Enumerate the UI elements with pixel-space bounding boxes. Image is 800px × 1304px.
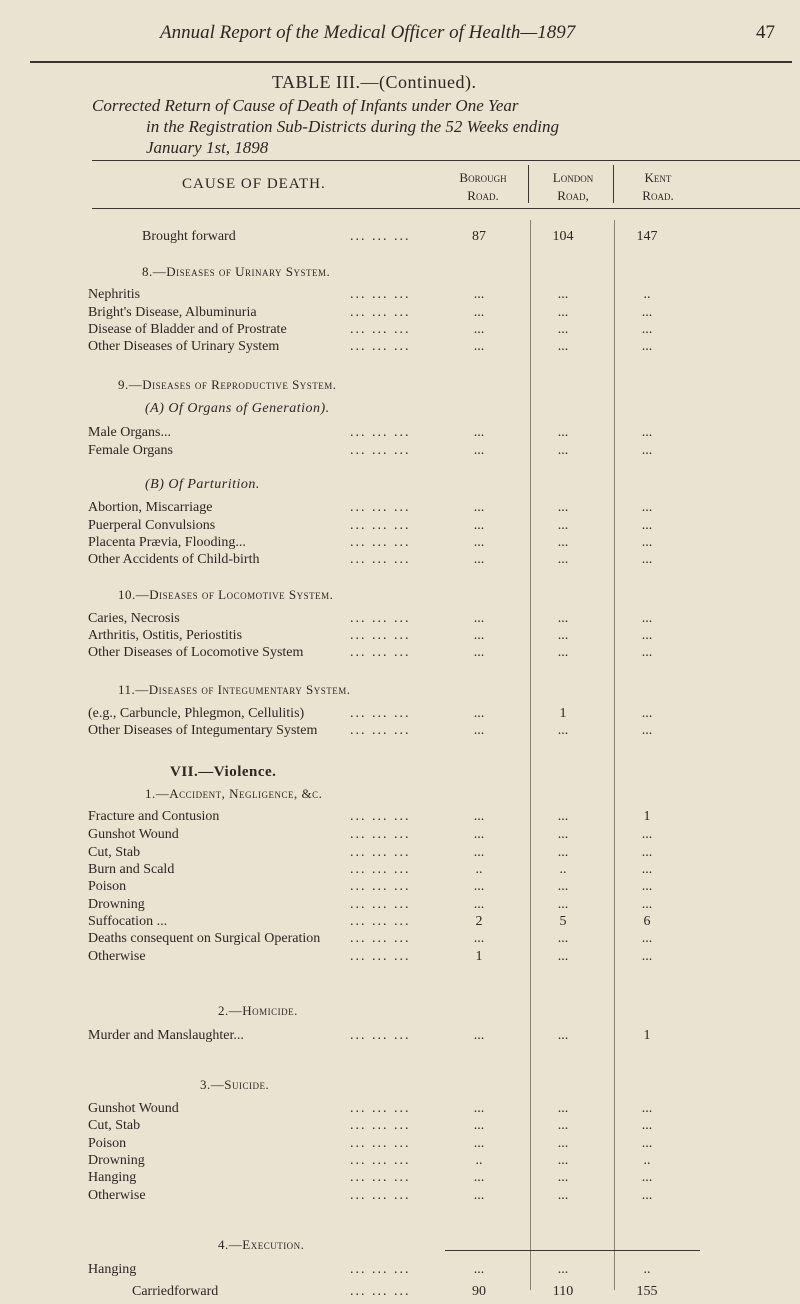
table-row-value: ... — [557, 611, 569, 626]
table-row-value: ... — [557, 645, 569, 660]
leader-dots: ... ... ... — [350, 287, 411, 302]
leader-dots: ... ... ... — [350, 723, 411, 738]
table-row-value: ... — [641, 1118, 653, 1133]
column-header-kent: Kent Road. — [642, 170, 674, 203]
table-subtitle-3: January 1st, 1898 — [146, 138, 269, 157]
leader-dots: ... ... ... — [350, 552, 411, 567]
table-row-label: Otherwise — [88, 1188, 146, 1203]
carried-forward-value: 155 — [636, 1284, 658, 1299]
table-row-value: ... — [641, 611, 653, 626]
column-header-borough: Borough Road. — [459, 170, 507, 203]
leader-dots: ... ... ... — [350, 535, 411, 550]
table-row-value: ... — [473, 1028, 485, 1043]
table-row-label: Deaths consequent on Surgical Operation — [88, 931, 321, 946]
table-row-label: Other Diseases of Integumentary System — [88, 723, 318, 738]
table-row-value: ... — [641, 1136, 653, 1151]
table-row-value: ... — [473, 611, 485, 626]
table-row-value: ... — [641, 518, 653, 533]
table-row-value: ... — [473, 809, 485, 824]
leader-dots: ... ... ... — [350, 322, 411, 337]
table-row-label: (e.g., Carbuncle, Phlegmon, Cellulitis) — [88, 706, 305, 721]
table-row-value: ... — [641, 931, 653, 946]
table-row-value: 6 — [643, 914, 651, 929]
section-heading: 8.—Diseases of Urinary System. — [142, 264, 331, 279]
table-row-value: .. — [559, 862, 567, 877]
table-row-value: ... — [473, 879, 485, 894]
table-row-value: ... — [641, 645, 653, 660]
table-row-value: ... — [641, 443, 653, 458]
table-row-label: Burn and Scald — [88, 862, 175, 877]
table-row-value: ... — [557, 552, 569, 567]
table-row-label: Suffocation ... — [88, 914, 168, 929]
leader-dots: ... ... ... — [350, 1136, 411, 1151]
table-row-value: ... — [557, 897, 569, 912]
table-row-value: ... — [557, 949, 569, 964]
table-row-value: 1 — [559, 706, 567, 721]
table-row-value: ... — [557, 305, 569, 320]
page-number: 47 — [756, 22, 775, 43]
carried-forward-value: 90 — [472, 1284, 486, 1299]
table-row-value: ... — [557, 827, 569, 842]
leader-dots: ... ... ... — [350, 339, 411, 354]
section-heading: 3.—Suicide. — [200, 1077, 270, 1092]
leader-dots: ... ... ... — [350, 1153, 411, 1168]
table-row-value: ... — [641, 339, 653, 354]
brought-forward-label: Brought forward — [142, 229, 236, 244]
running-header: Annual Report of the Medical Officer of Health—1897 — [160, 22, 576, 43]
table-row-value: ... — [557, 879, 569, 894]
table-row-label: Other Diseases of Locomotive System — [88, 645, 304, 660]
table-row-value: ... — [641, 500, 653, 515]
section-heading: 9.—Diseases of Reproductive System. — [118, 377, 337, 392]
brought-forward-value: 104 — [552, 229, 574, 244]
table-row-value: ... — [557, 628, 569, 643]
leader-dots: ... ... ... — [350, 518, 411, 533]
table-row-value: ... — [557, 1262, 569, 1277]
table-row-label: Murder and Manslaughter... — [88, 1028, 244, 1043]
table-row-value: ... — [641, 827, 653, 842]
column-divider — [613, 165, 614, 203]
table-row-value: .. — [643, 1153, 651, 1168]
table-row-value: ... — [641, 322, 653, 337]
section-subheading: (A) Of Organs of Generation). — [145, 401, 330, 416]
table-row-value: ... — [641, 552, 653, 567]
table-row-value: ... — [473, 1136, 485, 1151]
table-row-value: ... — [557, 1118, 569, 1133]
table-row-value: ... — [557, 339, 569, 354]
table-row-value: ... — [473, 552, 485, 567]
table-row-value: 1 — [475, 949, 483, 964]
leader-dots: ... ... ... — [350, 897, 411, 912]
table-head-rule — [92, 208, 800, 209]
table-row-value: ... — [473, 845, 485, 860]
table-row-value: ... — [641, 425, 653, 440]
table-row-value: ... — [557, 723, 569, 738]
brought-forward-value: 147 — [636, 229, 658, 244]
leader-dots: ... ... ... — [350, 845, 411, 860]
table-row-value: ... — [473, 425, 485, 440]
table-row-label: Other Accidents of Child-birth — [88, 552, 260, 567]
leader-dots: ... ... ... — [350, 809, 411, 824]
table-row-value: ... — [557, 443, 569, 458]
section-heading: 4.—Execution. — [218, 1237, 305, 1252]
table-row-label: Arthritis, Ostitis, Periostitis — [88, 628, 243, 643]
table-row-value: ... — [557, 500, 569, 515]
table-row-value: ... — [473, 827, 485, 842]
leader-dots: ... ... ... — [350, 827, 411, 842]
table-row-label: Drowning — [88, 1153, 145, 1168]
leader-dots: ... ... ... — [350, 1118, 411, 1133]
table-row-value: ... — [473, 628, 485, 643]
table-row-value: ... — [473, 305, 485, 320]
table-row-value: ... — [641, 1188, 653, 1203]
table-row-value: ... — [557, 518, 569, 533]
table-row-value: ... — [473, 1170, 485, 1185]
table-row-value: ... — [641, 305, 653, 320]
table-row-value: ... — [473, 1118, 485, 1133]
leader-dots: ... ... ... — [350, 1262, 411, 1277]
table-row-label: Caries, Necrosis — [88, 611, 180, 626]
column-header-london: London Road, — [552, 170, 594, 203]
table-row-value: ... — [557, 322, 569, 337]
table-row-label: Abortion, Miscarriage — [88, 500, 213, 515]
table-row-value: 1 — [643, 809, 651, 824]
table-row-value: ... — [473, 339, 485, 354]
table-row-value: ... — [557, 809, 569, 824]
table-row-label: Puerperal Convulsions — [88, 518, 216, 533]
carried-forward-value: 110 — [552, 1284, 574, 1299]
table-row-value: ... — [473, 1188, 485, 1203]
table-row-label: Cut, Stab — [88, 1118, 141, 1133]
leader-dots: ... ... ... — [350, 1284, 411, 1299]
leader-dots: ... ... ... — [350, 443, 411, 458]
section-heading: VII.—Violence. — [170, 764, 277, 780]
table-row-label: Male Organs... — [88, 425, 171, 440]
table-row-value: ... — [473, 723, 485, 738]
table-row-value: ... — [557, 845, 569, 860]
table-row-label: Placenta Prævia, Flooding... — [88, 535, 246, 550]
table-row-value: 1 — [643, 1028, 651, 1043]
table-row-value: ... — [473, 500, 485, 515]
table-row-label: Poison — [88, 1136, 127, 1151]
leader-dots: ... ... ... — [350, 229, 411, 244]
table-row-label: Disease of Bladder and of Prostrate — [88, 322, 287, 337]
leader-dots: ... ... ... — [350, 1028, 411, 1043]
table-row-value: ... — [641, 628, 653, 643]
table-row-value: ... — [641, 1101, 653, 1116]
table-row-label: Otherwise — [88, 949, 146, 964]
table-subtitle-2: in the Registration Sub-Districts during the 52 Weeks ending — [146, 117, 559, 136]
table-title: TABLE III.—(Continued). — [272, 72, 477, 92]
table-row-value: ... — [473, 706, 485, 721]
table-row-value: ... — [557, 287, 569, 302]
table-subtitle-1: Corrected Return of Cause of Death of Infants under One Year — [92, 96, 519, 115]
table-row-value: .. — [475, 1153, 483, 1168]
leader-dots: ... ... ... — [350, 949, 411, 964]
section-heading: 11.—Diseases of Integumentary System. — [118, 682, 351, 697]
leader-dots: ... ... ... — [350, 305, 411, 320]
carried-forward-label: Carriedforward — [132, 1284, 219, 1299]
table-row-value: ... — [557, 425, 569, 440]
table-row-label: Other Diseases of Urinary System — [88, 339, 280, 354]
table-row-value: .. — [475, 862, 483, 877]
table-row-label: Female Organs — [88, 443, 173, 458]
leader-dots: ... ... ... — [350, 879, 411, 894]
table-row-value: ... — [641, 723, 653, 738]
table-row-value: ... — [557, 535, 569, 550]
table-row-value: ... — [473, 1262, 485, 1277]
table-row-value: ... — [473, 1101, 485, 1116]
table-row-label: Gunshot Wound — [88, 1101, 179, 1116]
table-row-label: Drowning — [88, 897, 145, 912]
table-row-value: ... — [641, 879, 653, 894]
section-heading: 2.—Homicide. — [218, 1003, 298, 1018]
header-rule — [30, 61, 792, 63]
table-row-value: ... — [473, 287, 485, 302]
table-row-value: ... — [641, 706, 653, 721]
table-row-value: ... — [473, 518, 485, 533]
table-row-label: Fracture and Contusion — [88, 809, 220, 824]
leader-dots: ... ... ... — [350, 611, 411, 626]
table-row-value: ... — [557, 1188, 569, 1203]
table-row-value: ... — [641, 897, 653, 912]
leader-dots: ... ... ... — [350, 425, 411, 440]
table-row-value: ... — [473, 645, 485, 660]
leader-dots: ... ... ... — [350, 1188, 411, 1203]
table-row-label: Hanging — [88, 1262, 137, 1277]
table-row-label: Bright's Disease, Albuminuria — [88, 305, 257, 320]
table-row-value: .. — [643, 287, 651, 302]
table-row-value: ... — [641, 862, 653, 877]
leader-dots: ... ... ... — [350, 931, 411, 946]
total-rule — [445, 1250, 700, 1251]
column-divider — [528, 165, 529, 203]
table-row-value: ... — [557, 931, 569, 946]
table-row-value: ... — [641, 535, 653, 550]
table-row-value: ... — [641, 1170, 653, 1185]
leader-dots: ... ... ... — [350, 1101, 411, 1116]
leader-dots: ... ... ... — [350, 914, 411, 929]
brought-forward-value: 87 — [472, 229, 486, 244]
leader-dots: ... ... ... — [350, 862, 411, 877]
table-row-value: .. — [643, 1262, 651, 1277]
table-row-value: ... — [473, 535, 485, 550]
leader-dots: ... ... ... — [350, 628, 411, 643]
table-row-label: Gunshot Wound — [88, 827, 179, 842]
table-row-value: ... — [557, 1028, 569, 1043]
table-row-value: 5 — [559, 914, 567, 929]
cause-of-death-header: CAUSE OF DEATH. — [182, 176, 326, 192]
table-row-value: ... — [557, 1153, 569, 1168]
table-row-label: Hanging — [88, 1170, 137, 1185]
table-row-value: ... — [557, 1170, 569, 1185]
table-row-label: Poison — [88, 879, 127, 894]
table-row-value: ... — [641, 949, 653, 964]
section-heading: 10.—Diseases of Locomotive System. — [118, 587, 334, 602]
table-row-label: Cut, Stab — [88, 845, 141, 860]
table-row-label: Nephritis — [88, 287, 141, 302]
leader-dots: ... ... ... — [350, 706, 411, 721]
leader-dots: ... ... ... — [350, 500, 411, 515]
section-subheading: (B) Of Parturition. — [145, 477, 260, 492]
table-row-value: ... — [557, 1101, 569, 1116]
table-row-value: ... — [641, 845, 653, 860]
table-row-value: ... — [473, 897, 485, 912]
leader-dots: ... ... ... — [350, 645, 411, 660]
table-row-value: ... — [473, 443, 485, 458]
leader-dots: ... ... ... — [350, 1170, 411, 1185]
table-row-value: 2 — [475, 914, 483, 929]
table-row-value: ... — [557, 1136, 569, 1151]
table-row-value: ... — [473, 322, 485, 337]
table-row-value: ... — [473, 931, 485, 946]
table-top-rule — [92, 160, 800, 161]
section-heading: 1.—Accident, Negligence, &c. — [145, 786, 323, 801]
